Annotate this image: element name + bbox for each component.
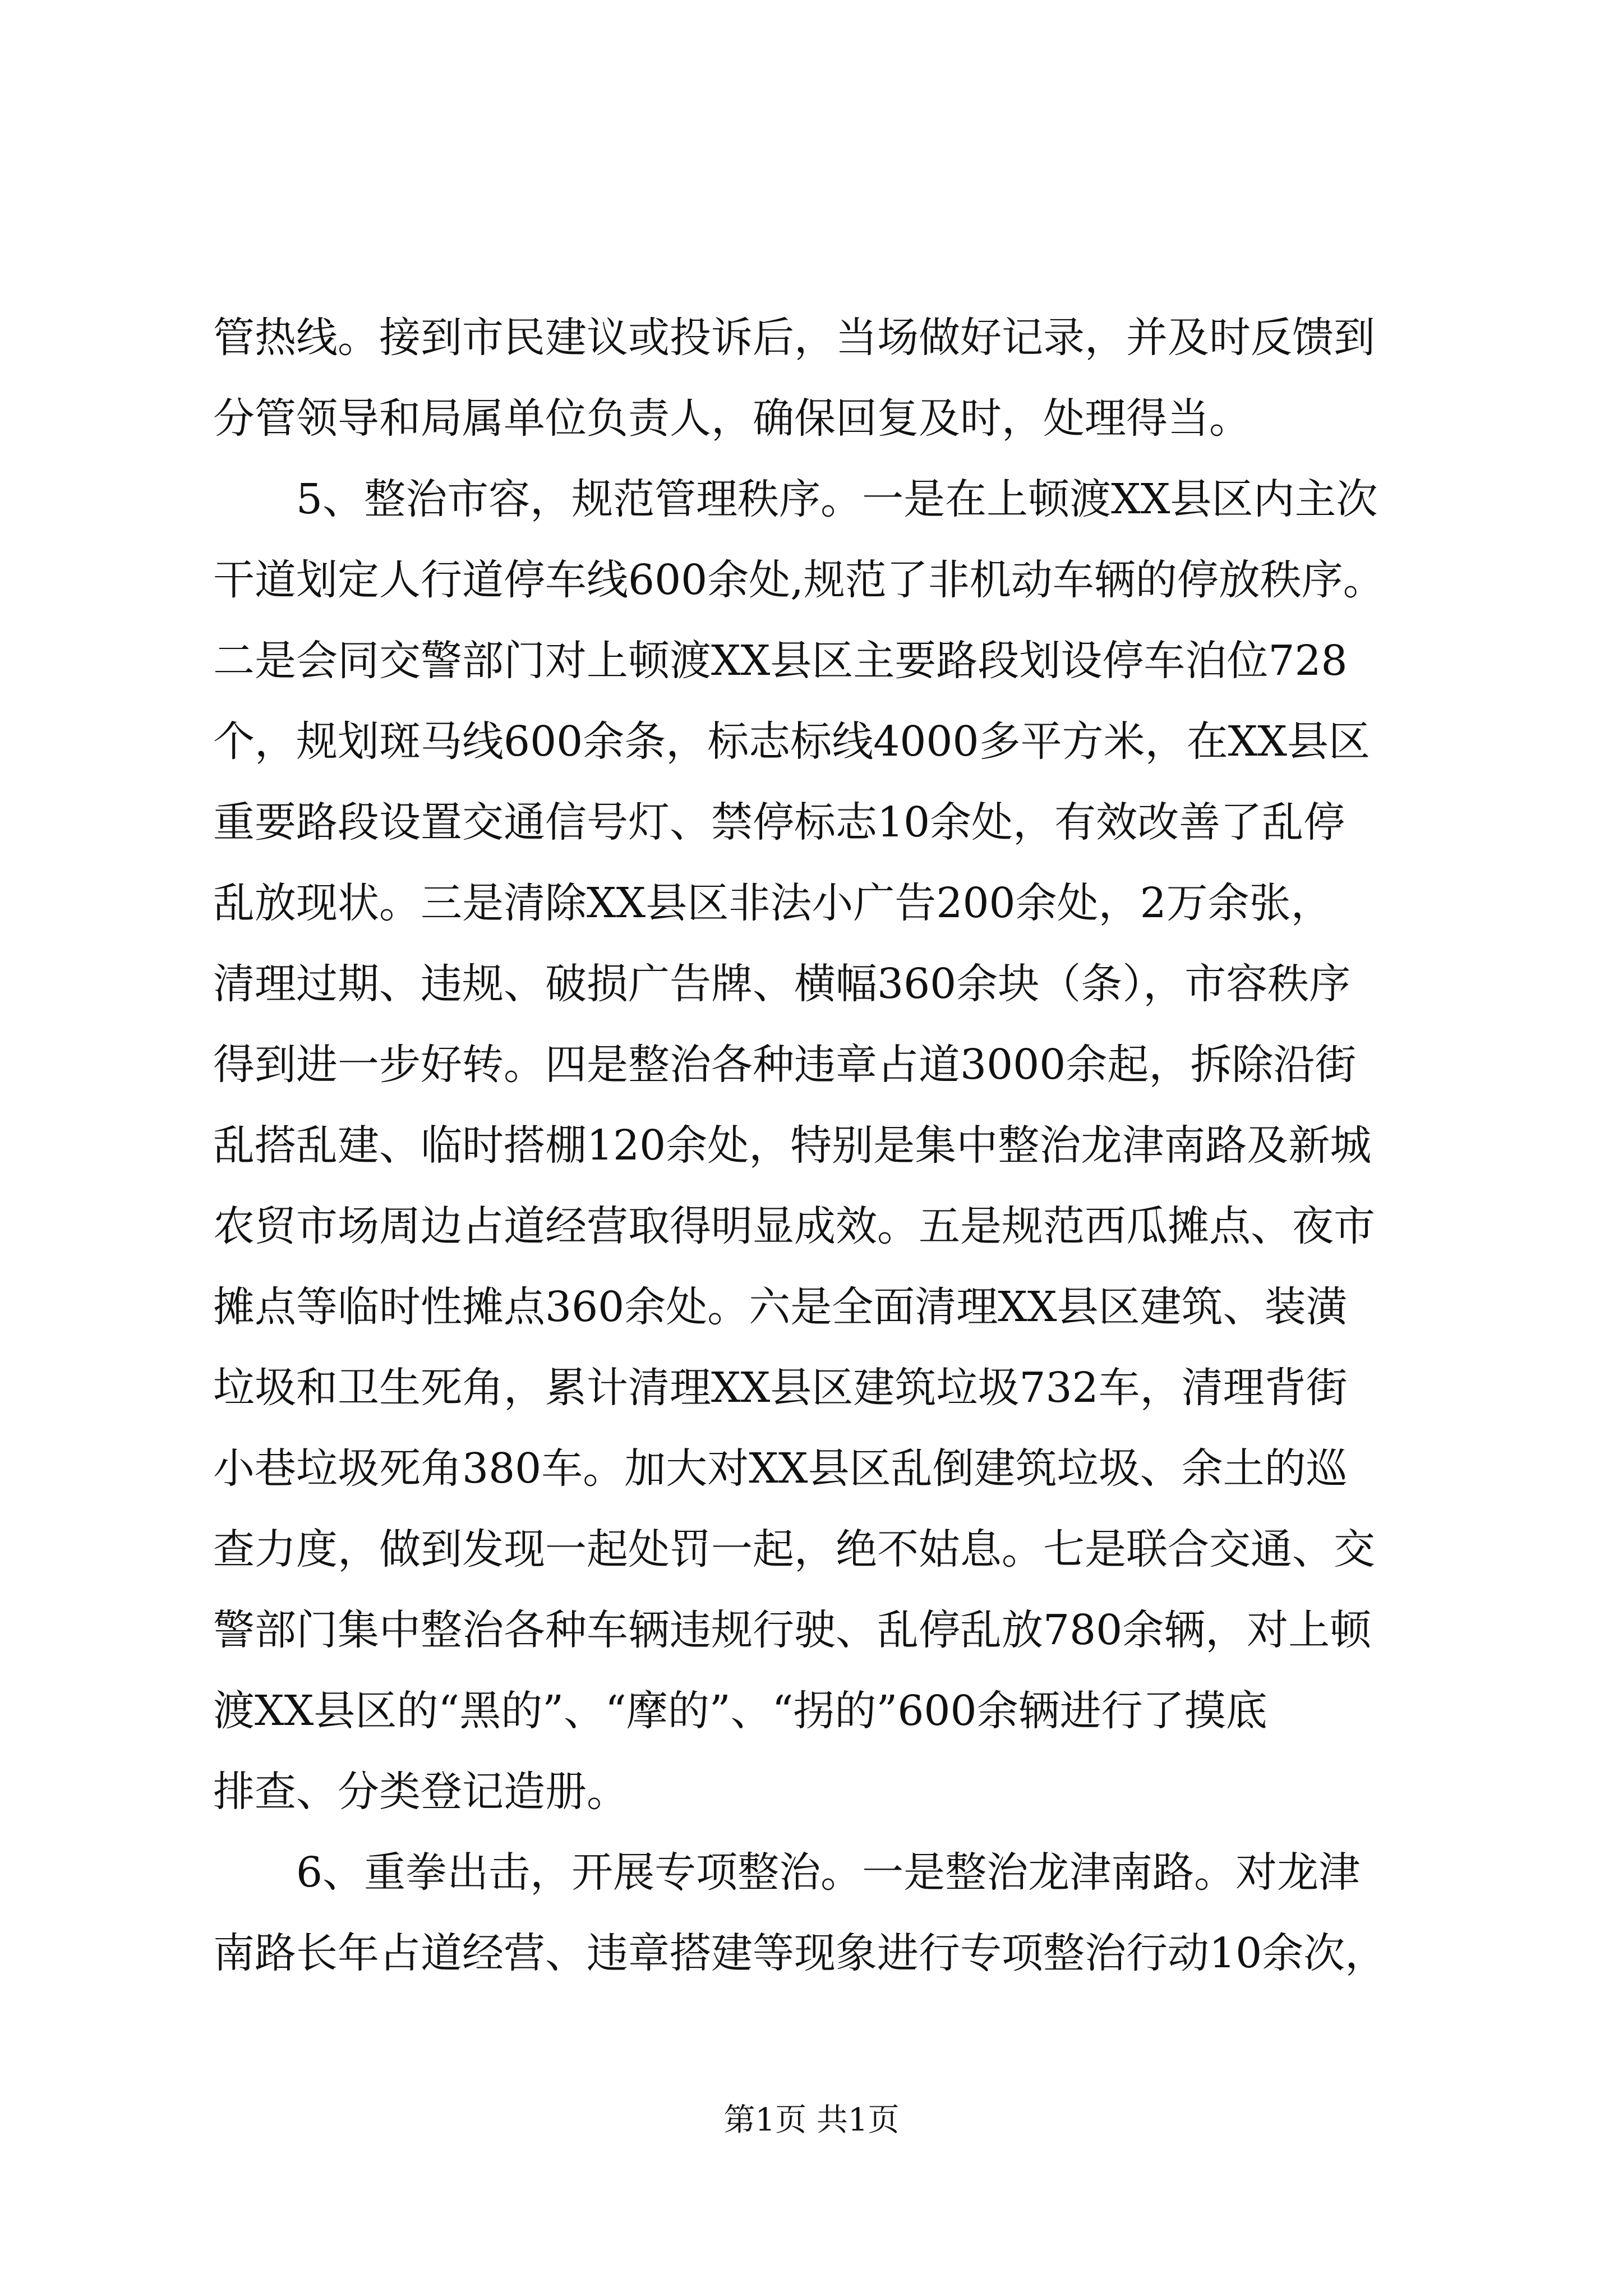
text-line: 干道划定人行道停车线600余处,规范了非机动车辆的停放秩序。 bbox=[213, 556, 1385, 604]
paragraph-hotline-continuation bbox=[213, 297, 1419, 459]
text-line: 分管领导和局属单位负责人，确保回复及时，处理得当。 bbox=[213, 394, 1251, 443]
text-line: 农贸市场周边占道经营取得明显成效。五是规范西瓜摊点、夜市 bbox=[213, 1202, 1375, 1250]
text-line: 二是会同交警部门对上顿渡XX县区主要路段划设停车泊位728 bbox=[213, 637, 1348, 685]
paragraph-item-5 bbox=[213, 459, 1419, 1832]
text-line: 小巷垃圾死角380车。加大对XX县区乱倒建筑垃圾、余土的巡 bbox=[213, 1444, 1348, 1493]
text-line: 得到进一步好转。四是整治各种违章占道3000余起，拆除沿街 bbox=[213, 1041, 1357, 1089]
text-line: 垃圾和卫生死角，累计清理XX县区建筑垃圾732车，清理背街 bbox=[213, 1364, 1348, 1412]
text-line: 个，规划斑马线600余条，标志标线4000多平方米，在XX县区 bbox=[213, 717, 1370, 766]
text-line: 清理过期、违规、破损广告牌、横幅360余块（条），市容秩序 bbox=[213, 960, 1351, 1008]
page-footer bbox=[0, 2101, 1623, 2140]
text-line: 渡XX县区的“黑的”、“摩的”、“拐的”600余辆进行了摸底 bbox=[213, 1687, 1267, 1735]
document-body bbox=[213, 297, 1419, 1994]
text-line: 管热线。接到市民建议或投诉后，当场做好记录，并及时反馈到 bbox=[213, 314, 1375, 362]
text-line: 6、重拳出击，开展专项整治。一是整治龙津南路。对龙津 bbox=[296, 1848, 1361, 1897]
text-line: 南路长年占道经营、违章搭建等现象进行专项整治行动10余次， bbox=[213, 1929, 1387, 1977]
text-line: 排查、分类登记造册。 bbox=[213, 1768, 628, 1816]
text-line: 乱放现状。三是清除XX县区非法小广告200余处，2万余张， bbox=[213, 879, 1332, 927]
text-line: 重要路段设置交通信号灯、禁停标志10余处，有效改善了乱停 bbox=[213, 798, 1345, 846]
text-line: 查力度，做到发现一起处罚一起，绝不姑息。七是联合交通、交 bbox=[213, 1525, 1375, 1573]
text-line: 5、整治市容，规范管理秩序。一是在上顿渡XX县区内主次 bbox=[296, 475, 1378, 523]
paragraph-item-6 bbox=[213, 1832, 1419, 1994]
text-line: 摊点等临时性摊点360余处。六是全面清理XX县区建筑、装潢 bbox=[213, 1283, 1348, 1331]
page-number-label: 第1页 共1页 bbox=[723, 2102, 900, 2138]
text-line: 乱搭乱建、临时搭棚120余处，特别是集中整治龙津南路及新城 bbox=[213, 1121, 1372, 1170]
text-line: 警部门集中整治各种车辆违规行驶、乱停乱放780余辆，对上顿 bbox=[213, 1606, 1372, 1654]
